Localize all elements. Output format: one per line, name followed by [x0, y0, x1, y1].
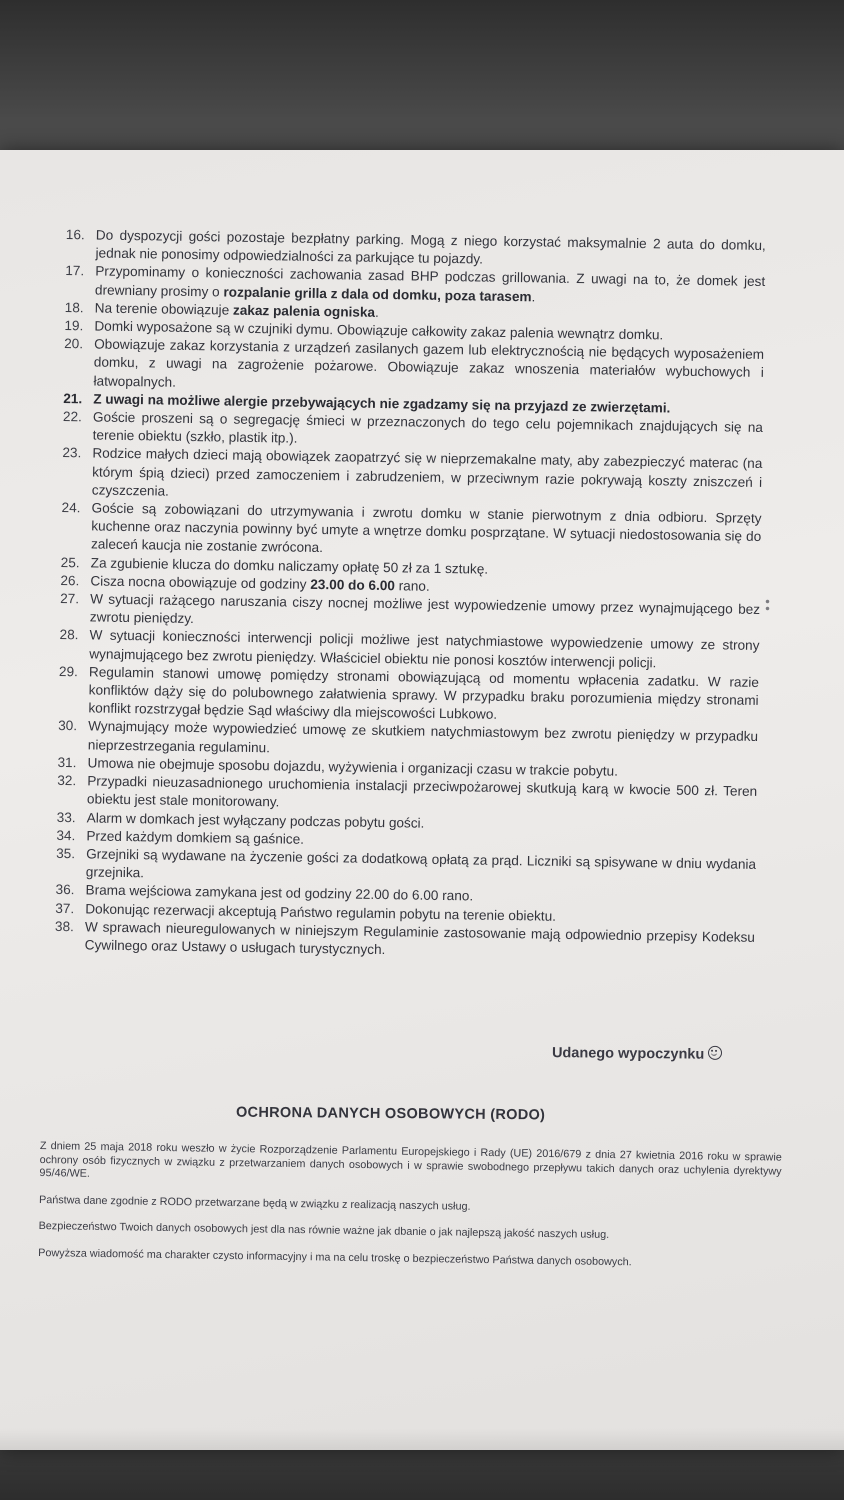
rule-text: Goście są zobowiązani do utrzymywania i zwrotu domku w stanie pierwotnym z dnia odbioru. Sprzęty kuchenne oraz naczynia powinny być umyte a wnętrze domku posprzątane. W sytuacji niedostosowania się do zaleceń kaucja nie zostanie zwrócona.	[90, 500, 762, 556]
rule-number: 30.	[58, 718, 78, 734]
rule-text-part: .	[374, 304, 379, 320]
rule-text: W sytuacji konieczności interwencji policji możliwe jest natychmiastowe wypowiedzenie umowy ze strony wynajmującego bez zwrotu pieniędzy. Właściciel obiektu nie ponosi kosztów interwencji policji.	[89, 627, 760, 670]
rodo-section	[38, 1140, 782, 1285]
rule-text: Grzejniki są wydawane na życzenie gości za dodatkową opłatą za prąd. Liczniki są spisywane w dniu wydania grzejnika.	[85, 846, 757, 881]
rule-text: Obowiązuje zakaz korzystania z urządzeń zasilanych gazem lub elektrycznością nie będących wyposażeniem domku, z uwagi na zagrożenie pożarowe. Obowiązuje zakaz wnoszenia materiałów wybuchowych i łatwopalnych.	[93, 336, 765, 390]
rule-number: 35.	[56, 845, 76, 862]
rodo-paragraph: Z dniem 25 maja 2018 roku weszło w życie Rozporządzenie Parlamentu Europejskiego i Rady (UE) 2016/679 z dnia 27 kwietnia 2016 roku w sprawie ochrony osób fizycznych w związku z przetwarzaniem danych osobowych i w sprawie swobodnego przepływu takich danych oraz uchylenia dyrektywy 95/46/WE.	[39, 1140, 782, 1180]
rule-number: 34.	[56, 827, 76, 843]
rule-number: 24.	[61, 500, 81, 516]
rule-text: Przed każdym domkiem są gaśnice.	[86, 828, 305, 847]
rule-number: 21.	[63, 390, 83, 407]
rule-number: 33.	[56, 809, 76, 825]
rules-list	[55, 226, 766, 965]
rule-number: 16.	[65, 226, 85, 243]
rule-text: Goście proszeni są o segregację śmieci w przeznaczonych do tego celu pojemnikach znajdujących się na terenie obiektu (szkło, plastik itp.).	[92, 409, 764, 446]
rule-text: Do dyspozycji gości pozostaje bezpłatny parking. Mogą z niego korzystać maksymalnie 2 auta do domku, jednak nie ponosimy odpowiedzialności za parkujące tu pojazdy.	[95, 227, 766, 267]
rule-emphasis: zakaz palenia ogniska	[232, 302, 376, 320]
rule-text-part: rano.	[394, 578, 430, 594]
rule-text: Za zgubienie klucza do domku naliczamy opłatę 50 zł za 1 sztukę.	[90, 555, 489, 577]
rule-text: Rodzice małych dzieci mają obowiązek zaopatrzyć się w nieprzemakalne maty, aby zabezpieczyć materac (na którym śpią dzieci) przed zamoczeniem i zabrudzeniem, w przeciwnym razie pokrywają koszty zniszczeń i czyszczenia.	[91, 445, 763, 499]
smiley-icon	[708, 1046, 722, 1060]
rule-text-part: Na terenie obowiązuje	[94, 300, 234, 318]
rule-number: 36.	[55, 882, 75, 898]
rule-text: W sprawach nieuregulowanych w niniejszym Regulaminie zastosowanie mają odpowiednio przepisy Kodeksu Cywilnego oraz Ustawy o usługach turystycznych.	[84, 919, 756, 958]
paper-mark	[765, 598, 770, 612]
rule-text: Alarm w domkach jest wyłączany podczas pobytu gości.	[86, 809, 425, 831]
farewell-text	[552, 1044, 722, 1063]
rule-number: 26.	[60, 572, 80, 589]
rule-text: Z uwagi na możliwe alergie przebywających nie zgadzamy się na przyjazd ze zwierzętami.	[93, 391, 671, 416]
rule-number: 28.	[59, 627, 79, 643]
rule-number: 19.	[64, 318, 84, 334]
rule-number: 27.	[60, 591, 80, 607]
rule-text-part: Przypominamy o konieczności zachowania zasad BHP podczas grillowania. Z uwagi na to, że domek jest drewniany prosimy o	[94, 263, 766, 300]
rule-text: Przypadki nieuzasadnionego uruchomienia instalacji przeciwpożarowej skutkują karą w kwocie 500 zł. Teren obiektu jest stale monitorowany.	[86, 773, 758, 810]
rodo-title: OCHRONA DANYCH OSOBOWYCH (RODO)	[235, 1104, 546, 1124]
rule-number: 22.	[62, 409, 83, 425]
rule-number: 37.	[55, 900, 75, 916]
rule-text: W sytuacji rażącego naruszania ciszy nocnej możliwe jest wypowiedzenie umowy przez wynajmującego bez zwrotu pieniędzy.	[89, 591, 761, 627]
rule-text: Domki wyposażone są w czujniki dymu. Obowiązuje całkowity zakaz palenia wewnątrz domku.	[94, 318, 664, 343]
rule-text: Umowa nie obejmuje sposobu dojazdu, wyżywienia i organizacji czasu w trakcie pobytu.	[87, 755, 619, 779]
sheet-shadow	[0, 1428, 844, 1450]
rule-number: 23.	[62, 445, 82, 461]
rule-text: Dokonując rezerwacji akceptują Państwo regulamin pobytu na terenie obiektu.	[85, 900, 557, 924]
rule-number: 25.	[60, 554, 80, 570]
rule-text-part: Cisza nocna obowiązuje od godziny	[90, 573, 311, 592]
rule-number: 20.	[64, 336, 84, 352]
rule-emphasis: 23.00 do 6.00	[310, 576, 396, 594]
rodo-paragraph: Bezpieczeństwo Twoich danych osobowych jest dla nas równie ważne jak dbanie o jak najlepszą jakość naszych usług.	[38, 1220, 610, 1242]
rule-text: Brama wejściowa zamykana jest od godziny 22.00 do 6.00 rano.	[85, 882, 474, 904]
rule-text-part: .	[531, 288, 536, 304]
rodo-paragraph: Państwa dane zgodnie z RODO przetwarzane będą w związku z realizacją naszych usług.	[38, 1193, 471, 1213]
rule-text: Wynajmujący może wypowiedzieć umowę ze skutkiem natychmiastowym bez zwrotu pieniędzy w przypadku nieprzestrzegania regulaminu.	[87, 718, 759, 755]
rodo-paragraph: Powyższa wiadomość ma charakter czysto informacyjny i ma na celu troskę o bezpieczeństwo Państwa danych osobowych.	[38, 1246, 632, 1269]
rule-number: 18.	[64, 299, 84, 316]
rule-number: 17.	[65, 263, 85, 279]
rule-emphasis: rozpalanie grilla z dala od domku, poza tarasem	[223, 284, 532, 304]
rule-number: 38.	[54, 918, 75, 934]
farewell-label: Udanego wypoczynku	[551, 1045, 705, 1063]
rule-number: 32.	[57, 773, 77, 789]
rule-number: 31.	[57, 754, 77, 771]
rule-text: Regulamin stanowi umowę pomiędzy stronami obowiązującą od momentu wpłacenia zadatku. W razie konfliktów dąży się do polubownego załatwienia sprawy. W przypadku braku porozumienia między stronami konflikt rozstrzygał będzie Sąd właściwy dla miejscowości Lubkowo.	[88, 664, 760, 723]
rule-number: 29.	[58, 663, 79, 680]
